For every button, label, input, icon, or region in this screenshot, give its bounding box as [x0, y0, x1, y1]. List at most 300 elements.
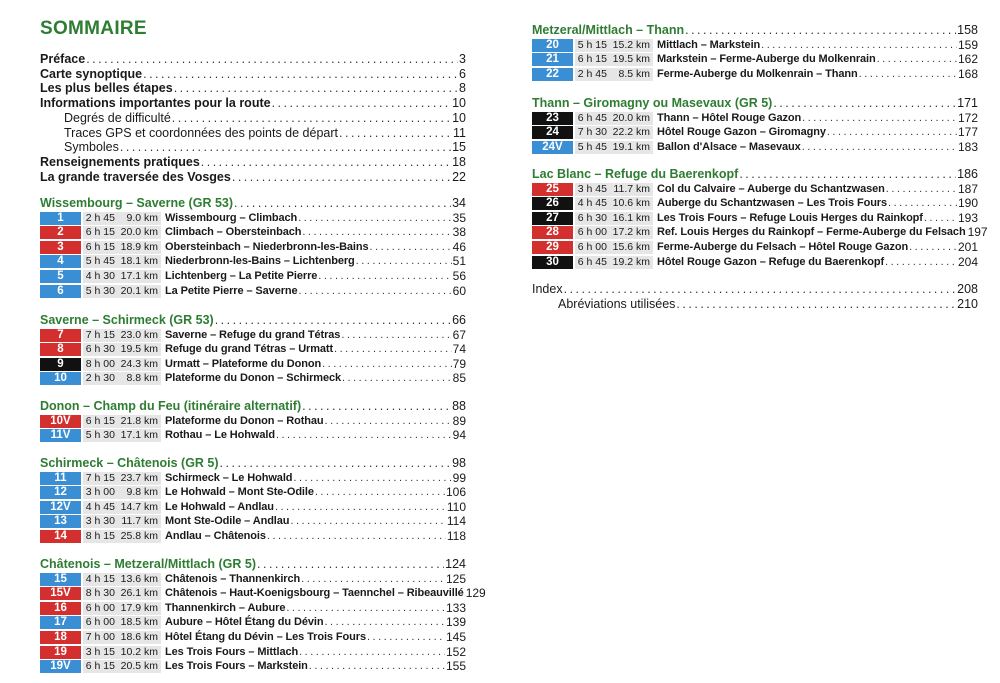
page-number: 183: [957, 139, 978, 154]
stage-number-badge: 4: [40, 255, 81, 268]
stage-stats: [83, 515, 161, 528]
stage-row[interactable]: [40, 357, 466, 371]
stage-number-badge: 11: [40, 472, 81, 485]
dot-leader: [276, 428, 452, 443]
stage-distance: 21.8 km: [120, 414, 158, 427]
stage-stats: [575, 197, 653, 210]
stage-name: Les Trois Fours – Markstein: [165, 660, 308, 673]
stage-number-badge: 5: [40, 270, 81, 283]
dot-leader: [676, 297, 956, 312]
stage-row[interactable]: [532, 197, 978, 211]
stage-distance: 18.9 km: [120, 240, 158, 253]
entry-label: La grande traversée des Vosges: [40, 169, 231, 184]
stage-name: Hôtel Rouge Gazon – Giromagny: [657, 126, 826, 139]
page-number: 204: [957, 254, 978, 269]
stage-duration: 6 h 30: [577, 211, 607, 224]
stage-stats: [83, 660, 161, 673]
stage-number-badge: 17: [40, 616, 81, 629]
stage-row[interactable]: [532, 67, 978, 81]
dot-leader: [302, 225, 451, 240]
stage-duration: 6 h 15: [85, 414, 115, 427]
dot-leader: [342, 371, 452, 386]
stage-row[interactable]: [40, 586, 486, 601]
toc-subentry[interactable]: [40, 111, 466, 126]
stage-name: Ferme-Auberge du Felsach – Hôtel Rouge Gazon: [657, 240, 909, 253]
dot-leader: [318, 269, 451, 284]
page-number: 201: [957, 239, 978, 254]
dot-leader: [272, 96, 452, 111]
stage-duration: 6 h 15: [577, 53, 607, 66]
entry-label: Traces GPS et coordonnées des points de départ: [64, 125, 339, 140]
stage-stats: [575, 212, 653, 225]
dot-leader: [356, 254, 452, 269]
page-number: 168: [957, 66, 978, 81]
stage-distance: 9.0 km: [126, 211, 158, 224]
section-heading[interactable]: [40, 313, 466, 328]
dot-leader: [885, 255, 957, 270]
dot-leader: [924, 211, 957, 226]
stage-duration: 6 h 45: [577, 255, 607, 268]
stage-name: Mittlach – Markstein: [657, 38, 761, 51]
section-title: Wissembourg – Saverne (GR 53): [40, 196, 234, 210]
stage-name: Mont Ste-Odile – Andlau: [165, 515, 290, 528]
section-heading[interactable]: [532, 167, 978, 182]
stage-distance: 9.8 km: [126, 486, 158, 499]
stage-row[interactable]: [532, 53, 978, 67]
dot-leader: [257, 557, 444, 572]
dot-leader: [232, 170, 451, 185]
section-title: Saverne – Schirmeck (GR 53): [40, 313, 214, 327]
stage-number-badge: 14: [40, 530, 81, 543]
stage-row[interactable]: [40, 529, 466, 543]
stage-stats: [83, 501, 161, 514]
stage-row[interactable]: [40, 284, 466, 298]
section-title: Donon – Champ du Feu (itinéraire alternatif): [40, 399, 302, 413]
dot-leader: [299, 645, 445, 660]
stage-name: Thann – Hôtel Rouge Gazon: [657, 111, 802, 124]
page-number: 88: [452, 399, 466, 413]
stage-name: Plateforme du Donon – Schirmeck: [165, 372, 341, 385]
dot-leader: [685, 23, 956, 38]
section-title: Lac Blanc – Refuge du Baerenkopf: [532, 167, 739, 181]
stage-number-badge: 22: [532, 68, 573, 81]
stage-stats: [83, 429, 161, 442]
page-number: 197: [967, 225, 988, 240]
stage-row[interactable]: [40, 269, 466, 283]
page-number: 159: [957, 37, 978, 52]
stage-row[interactable]: [40, 328, 466, 342]
page-number: 11: [453, 125, 466, 140]
stage-name: Climbach – Obersteinbach: [165, 226, 302, 239]
toc-entry[interactable]: [40, 52, 466, 67]
stage-duration: 6 h 00: [85, 601, 115, 614]
stage-duration: 3 h 00: [85, 486, 115, 499]
stage-row[interactable]: [40, 572, 466, 586]
stage-duration: 6 h 15: [85, 660, 115, 673]
page-number: 145: [445, 629, 466, 644]
stage-distance: 17.1 km: [120, 429, 158, 442]
dot-leader: [302, 399, 451, 414]
dot-leader: [290, 514, 445, 529]
stage-stats: [575, 126, 653, 139]
stage-number-badge: 21: [532, 53, 573, 66]
page-number: 74: [452, 342, 466, 357]
stage-distance: 14.7 km: [120, 500, 158, 513]
dot-leader: [802, 111, 957, 126]
dot-leader: [888, 196, 957, 211]
page-number: 18: [452, 154, 466, 169]
stage-number-badge: 18: [40, 631, 81, 644]
stage-distance: 20.1 km: [120, 284, 158, 297]
stage-row[interactable]: [532, 211, 978, 225]
stage-distance: 16.1 km: [612, 211, 650, 224]
stage-distance: 23.0 km: [120, 328, 158, 341]
stage-name: Aubure – Hôtel Étang du Dévin: [165, 616, 324, 629]
page-number: 118: [446, 528, 466, 543]
stage-stats: [83, 226, 161, 239]
stage-stats: [575, 112, 653, 125]
stage-distance: 22.2 km: [612, 126, 650, 139]
dot-leader: [370, 240, 452, 255]
stage-row[interactable]: [532, 38, 978, 52]
dot-leader: [739, 167, 956, 182]
stage-duration: 6 h 15: [85, 240, 115, 253]
stage-number-badge: 29: [532, 241, 573, 254]
stage-distance: 18.6 km: [120, 630, 158, 643]
stage-stats: [83, 602, 161, 615]
section-title: Châtenois – Metzeral/Mittlach (GR 5): [40, 557, 257, 571]
section-title: Schirmeck – Châtenois (GR 5): [40, 456, 219, 470]
dot-leader: [909, 240, 957, 255]
dot-leader: [322, 357, 452, 372]
stage-duration: 6 h 00: [85, 616, 115, 629]
stage-stats: [83, 616, 161, 629]
page-number: 125: [445, 571, 466, 586]
stage-stats: [83, 329, 161, 342]
stage-row[interactable]: [532, 225, 988, 240]
stage-stats: [575, 183, 653, 196]
stage-distance: 13.6 km: [120, 572, 158, 585]
stage-name: Hôtel Rouge Gazon – Refuge du Baerenkopf: [657, 255, 885, 268]
stage-number-badge: 15V: [40, 587, 81, 600]
dot-leader: [286, 601, 445, 616]
page-number: 162: [957, 52, 978, 67]
page-number: 79: [452, 356, 466, 371]
stage-row[interactable]: [532, 240, 978, 254]
stage-row[interactable]: [40, 211, 466, 225]
page-number: 187: [957, 181, 978, 196]
stage-number-badge: 12V: [40, 501, 81, 514]
page-number: 210: [957, 297, 978, 311]
dot-leader: [339, 126, 452, 141]
section-heading[interactable]: [40, 399, 466, 414]
entry-label: Index: [532, 282, 563, 296]
stage-stats: [575, 256, 653, 269]
dot-leader: [220, 456, 452, 471]
dot-leader: [341, 328, 451, 343]
stage-name: Plateforme du Donon – Rothau: [165, 414, 324, 427]
toc-entry[interactable]: [40, 96, 466, 111]
stage-number-badge: 20: [532, 39, 573, 52]
stage-distance: 23.7 km: [120, 471, 158, 484]
page-number: 10: [452, 96, 466, 111]
stage-name: Niederbronn-les-Bains – Lichtenberg: [165, 255, 355, 268]
page-number: 34: [452, 196, 466, 210]
stage-stats: [83, 212, 161, 225]
stage-name: Auberge du Schantzwasen – Les Trois Fours: [657, 197, 888, 210]
stage-number-badge: 6: [40, 285, 81, 298]
stage-name: Wissembourg – Climbach: [165, 211, 298, 224]
section-heading[interactable]: [40, 557, 466, 572]
stage-row[interactable]: [40, 343, 466, 357]
stage-distance: 17.9 km: [120, 601, 158, 614]
stage-row[interactable]: [40, 660, 466, 674]
entry-label: Préface: [40, 52, 86, 66]
stage-distance: 10.6 km: [612, 197, 650, 210]
stage-row[interactable]: [40, 515, 466, 529]
stage-stats: [575, 241, 653, 254]
stage-row[interactable]: [40, 630, 466, 644]
dot-leader: [301, 572, 445, 587]
stage-distance: 18.5 km: [120, 616, 158, 629]
page-number: 158: [957, 23, 978, 37]
dot-leader: [275, 500, 446, 515]
stage-stats: [83, 415, 161, 428]
stage-number-badge: 13: [40, 515, 81, 528]
stage-name: Ballon d'Alsace – Masevaux: [657, 140, 801, 153]
dot-leader: [325, 414, 452, 429]
stage-stats: [575, 68, 653, 81]
page-number: 10: [452, 110, 466, 125]
stage-duration: 6 h 30: [85, 343, 115, 356]
dot-leader: [215, 313, 451, 328]
stage-number-badge: 24: [532, 126, 573, 139]
stage-row[interactable]: [40, 240, 466, 254]
stage-row[interactable]: [40, 500, 466, 514]
stage-row[interactable]: [40, 486, 466, 500]
stage-number-badge: 25: [532, 183, 573, 196]
stage-duration: 4 h 45: [577, 197, 607, 210]
stage-name: Les Trois Fours – Refuge Louis Herges du Rainkopf: [657, 211, 923, 224]
page-number: 60: [452, 283, 466, 298]
stage-row[interactable]: [40, 645, 466, 659]
page-number: 98: [452, 456, 466, 470]
stage-name: Ferme-Auberge du Molkenrain – Thann: [657, 67, 858, 80]
stage-row[interactable]: [40, 616, 466, 630]
stage-duration: 3 h 45: [577, 182, 607, 195]
stage-distance: 10.2 km: [120, 645, 158, 658]
toc-subentry[interactable]: [40, 126, 466, 141]
page-number: 171: [957, 96, 978, 110]
stage-number-badge: 7: [40, 329, 81, 342]
stage-duration: 5 h 30: [85, 284, 115, 297]
toc-entry[interactable]: [40, 170, 466, 185]
page-number: 8: [459, 81, 466, 96]
dot-leader: [564, 282, 957, 297]
stage-row[interactable]: [40, 429, 466, 443]
stage-distance: 19.1 km: [612, 140, 650, 153]
stage-duration: 6 h 45: [577, 111, 607, 124]
page-number: 56: [452, 268, 466, 283]
stage-number-badge: 16: [40, 602, 81, 615]
dot-leader: [802, 140, 957, 155]
stage-row[interactable]: [532, 140, 978, 154]
stage-row[interactable]: [40, 372, 466, 386]
stage-number-badge: 9: [40, 358, 81, 371]
stage-number-badge: 19V: [40, 660, 81, 673]
stage-number-badge: 27: [532, 212, 573, 225]
stage-name: Châtenois – Haut-Koenigsbourg – Taennchel – Ribeauvillé: [165, 587, 464, 600]
page-number: 186: [957, 167, 978, 181]
stage-stats: [83, 587, 161, 600]
stage-number-badge: 24V: [532, 141, 573, 154]
stage-duration: 4 h 15: [85, 572, 115, 585]
stage-stats: [83, 372, 161, 385]
stage-stats: [575, 39, 653, 52]
dot-leader: [86, 52, 458, 67]
stage-name: Ref. Louis Herges du Rainkopf – Ferme-Auberge du Felsach: [657, 226, 966, 239]
stage-distance: 20.0 km: [120, 226, 158, 239]
stage-duration: 7 h 00: [85, 630, 115, 643]
stage-distance: 26.1 km: [120, 587, 158, 600]
page-number: 46: [452, 239, 466, 254]
page-title: SOMMAIRE: [40, 18, 147, 39]
stage-duration: 7 h 30: [577, 126, 607, 139]
page-number: 124: [445, 557, 466, 571]
stage-distance: 19.2 km: [612, 255, 650, 268]
page-number: 172: [957, 110, 978, 125]
stage-duration: 4 h 45: [85, 500, 115, 513]
dot-leader: [120, 140, 451, 155]
dot-leader: [827, 125, 957, 140]
stage-row[interactable]: [532, 111, 978, 125]
dot-leader: [315, 485, 445, 500]
stage-row[interactable]: [532, 126, 978, 140]
toc-entry-index[interactable]: [532, 282, 978, 297]
page-number: 22: [452, 169, 466, 184]
entry-label: Informations importantes pour la route: [40, 96, 271, 111]
stage-row[interactable]: [40, 414, 466, 428]
stage-name: Col du Calvaire – Auberge du Schantzwasen: [657, 182, 885, 195]
stage-duration: 5 h 15: [577, 38, 607, 51]
page-number: 152: [445, 644, 466, 659]
stage-stats: [83, 241, 161, 254]
toc-entry[interactable]: [40, 81, 466, 96]
stage-stats: [575, 53, 653, 66]
stage-number-badge: 28: [532, 226, 573, 239]
stage-number-badge: 30: [532, 256, 573, 269]
toc-subentry[interactable]: [40, 140, 466, 155]
dot-leader: [367, 630, 445, 645]
stage-number-badge: 3: [40, 241, 81, 254]
page-number: 94: [452, 428, 466, 443]
stage-name: Rothau – Le Hohwald: [165, 429, 275, 442]
dot-leader: [334, 342, 452, 357]
stage-number-badge: 11V: [40, 429, 81, 442]
page-number: 190: [957, 196, 978, 211]
stage-stats: [83, 255, 161, 268]
stage-number-badge: 12: [40, 486, 81, 499]
stage-row[interactable]: [532, 182, 978, 196]
entry-label: Renseignements pratiques: [40, 154, 200, 169]
section-heading[interactable]: [40, 456, 466, 471]
stage-stats: [83, 343, 161, 356]
toc-entry[interactable]: [40, 67, 466, 82]
page-number: 6: [459, 66, 466, 81]
stage-number-badge: 1: [40, 212, 81, 225]
dot-leader: [324, 615, 445, 630]
section-heading[interactable]: [532, 23, 978, 38]
stage-distance: 11.7 km: [613, 182, 650, 195]
stage-distance: 25.8 km: [120, 529, 158, 542]
stage-row[interactable]: [40, 226, 466, 240]
stage-name: Le Hohwald – Mont Ste-Odile: [165, 486, 314, 499]
entry-label: Symboles: [64, 140, 119, 155]
stage-duration: 2 h 45: [577, 67, 607, 80]
section-heading[interactable]: [532, 96, 978, 111]
stage-stats: [83, 270, 161, 283]
stage-stats: [83, 358, 161, 371]
stage-row[interactable]: [40, 471, 466, 485]
stage-distance: 17.1 km: [120, 269, 158, 282]
stage-name: Markstein – Ferme-Auberge du Molkenrain: [657, 53, 876, 66]
section-heading[interactable]: [40, 196, 466, 211]
stage-number-badge: 10: [40, 372, 81, 385]
toc-entry[interactable]: [40, 155, 466, 170]
stage-duration: 5 h 45: [577, 140, 607, 153]
stage-row[interactable]: [40, 601, 466, 615]
page-number: 38: [452, 225, 466, 240]
stage-distance: 15.6 km: [612, 240, 650, 253]
page-number: 155: [445, 659, 466, 674]
stage-stats: [575, 226, 653, 239]
entry-label: Les plus belles étapes: [40, 81, 173, 96]
stage-duration: 8 h 30: [85, 587, 115, 600]
stage-duration: 4 h 30: [85, 269, 115, 282]
stage-distance: 17.2 km: [612, 226, 650, 239]
page-number: 66: [452, 313, 466, 327]
page-number: 193: [957, 210, 978, 225]
toc-entry-abbreviations[interactable]: [532, 297, 978, 312]
entry-label: Carte synoptique: [40, 66, 143, 81]
stage-row[interactable]: [532, 255, 978, 269]
stage-stats: [83, 631, 161, 644]
stage-duration: 3 h 15: [85, 645, 115, 658]
stage-stats: [83, 285, 161, 298]
dot-leader: [309, 659, 445, 674]
stage-distance: 24.3 km: [120, 357, 158, 370]
stage-stats: [83, 646, 161, 659]
stage-row[interactable]: [40, 255, 466, 269]
dot-leader: [298, 211, 451, 226]
page-number: 139: [445, 615, 466, 630]
stage-duration: 6 h 00: [577, 226, 607, 239]
stage-distance: 20.0 km: [612, 111, 650, 124]
page-number: 15: [452, 140, 466, 155]
section-title: Thann – Giromagny ou Masevaux (GR 5): [532, 96, 773, 110]
page-number: 3: [459, 52, 466, 66]
page-number: 177: [957, 125, 978, 140]
stage-number-badge: 15: [40, 573, 81, 586]
dot-leader: [877, 52, 957, 67]
stage-number-badge: 2: [40, 226, 81, 239]
stage-distance: 19.5 km: [612, 53, 650, 66]
page-number: 85: [452, 371, 466, 386]
stage-distance: 20.5 km: [120, 660, 158, 673]
stage-distance: 11.7 km: [121, 515, 158, 528]
page-number: 51: [452, 254, 466, 269]
stage-distance: 8.5 km: [618, 67, 650, 80]
